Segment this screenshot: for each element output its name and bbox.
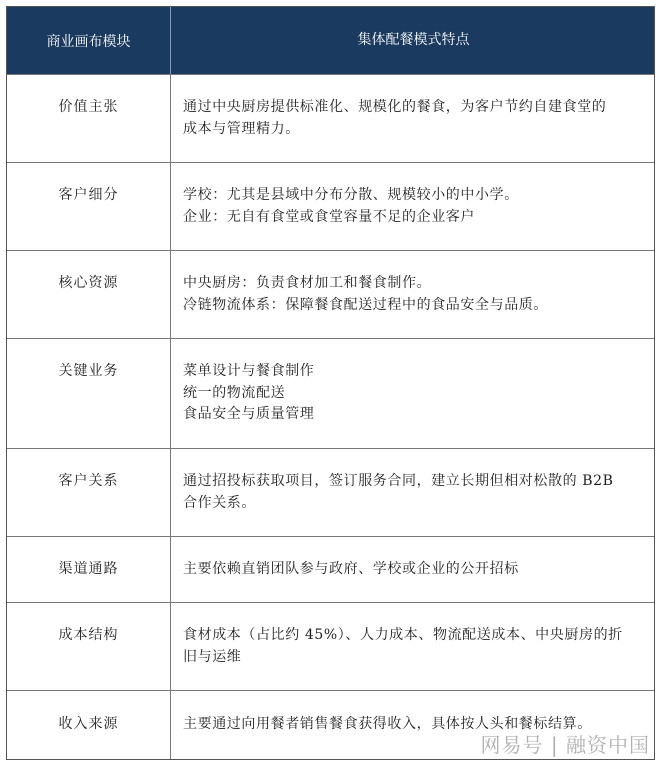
table-row bbox=[7, 536, 654, 602]
feature-cell bbox=[171, 251, 654, 338]
feature-line: 通过招投标获取项目，签订服务合同，建立长期但相对松散的 B2B bbox=[183, 473, 614, 489]
module-cell bbox=[7, 163, 171, 250]
module-label: 价值主张 bbox=[58, 99, 119, 115]
module-cell bbox=[7, 339, 171, 448]
feature-line: 中央厨房：负责食材加工和餐食制作。 bbox=[183, 275, 432, 291]
table-row bbox=[7, 602, 654, 690]
feature-cell bbox=[171, 163, 654, 250]
watermark: 网易号 | 融资中国 bbox=[480, 733, 650, 757]
header-module: 商业画布模块 bbox=[7, 7, 171, 74]
header-features: 集体配餐模式特点 bbox=[357, 31, 470, 48]
module-cell bbox=[7, 449, 171, 536]
module-label: 关键业务 bbox=[58, 363, 119, 380]
feature-cell bbox=[171, 537, 654, 602]
business-canvas-table bbox=[6, 6, 655, 760]
feature-line: 通过中央厨房提供标准化、规模化的餐食，为客户节约自建食堂的 bbox=[183, 99, 607, 115]
feature-line: 企业：无自有食堂或食堂容量不足的企业客户 bbox=[183, 208, 475, 225]
feature-line: 学校：尤其是县域中分布分散、规模较小的中小学。 bbox=[183, 187, 519, 203]
feature-line: 冷链物流体系：保障餐食配送过程中的食品安全与品质。 bbox=[183, 296, 548, 313]
feature-line: 统一的物流配送 bbox=[183, 384, 286, 401]
module-label: 客户细分 bbox=[58, 187, 119, 203]
table-row bbox=[7, 338, 654, 448]
table-header bbox=[7, 7, 654, 74]
table-row bbox=[7, 250, 654, 338]
table-row bbox=[7, 74, 654, 162]
module-cell bbox=[7, 251, 171, 338]
feature-cell bbox=[171, 75, 654, 162]
feature-line: 主要通过向用餐者销售餐食获得收入，具体按人头和餐标结算。 bbox=[183, 716, 592, 733]
module-cell bbox=[7, 691, 171, 759]
module-label: 成本结构 bbox=[58, 627, 119, 643]
table-row bbox=[7, 448, 654, 536]
feature-line: 食品安全与质量管理 bbox=[183, 406, 315, 423]
module-cell bbox=[7, 603, 171, 690]
feature-line: 菜单设计与餐食制作 bbox=[183, 363, 315, 380]
feature-cell bbox=[171, 603, 654, 690]
module-label: 客户关系 bbox=[58, 473, 119, 489]
module-cell bbox=[7, 75, 171, 162]
feature-line: 合作关系。 bbox=[183, 494, 256, 511]
feature-cell bbox=[171, 449, 654, 536]
feature-line: 食材成本（占比约 45%）、人力成本、物流配送成本、中央厨房的折 bbox=[183, 627, 623, 643]
feature-line: 旧与运维 bbox=[183, 648, 242, 665]
feature-line: 主要依赖直销团队参与政府、学校或企业的公开招标 bbox=[183, 560, 519, 577]
module-label: 收入来源 bbox=[58, 716, 119, 733]
feature-cell bbox=[171, 339, 654, 448]
feature-line: 成本与管理精力。 bbox=[183, 120, 300, 137]
module-cell bbox=[7, 537, 171, 602]
module-label: 渠道通路 bbox=[58, 560, 119, 577]
table-row bbox=[7, 162, 654, 250]
module-label: 核心资源 bbox=[58, 275, 119, 291]
